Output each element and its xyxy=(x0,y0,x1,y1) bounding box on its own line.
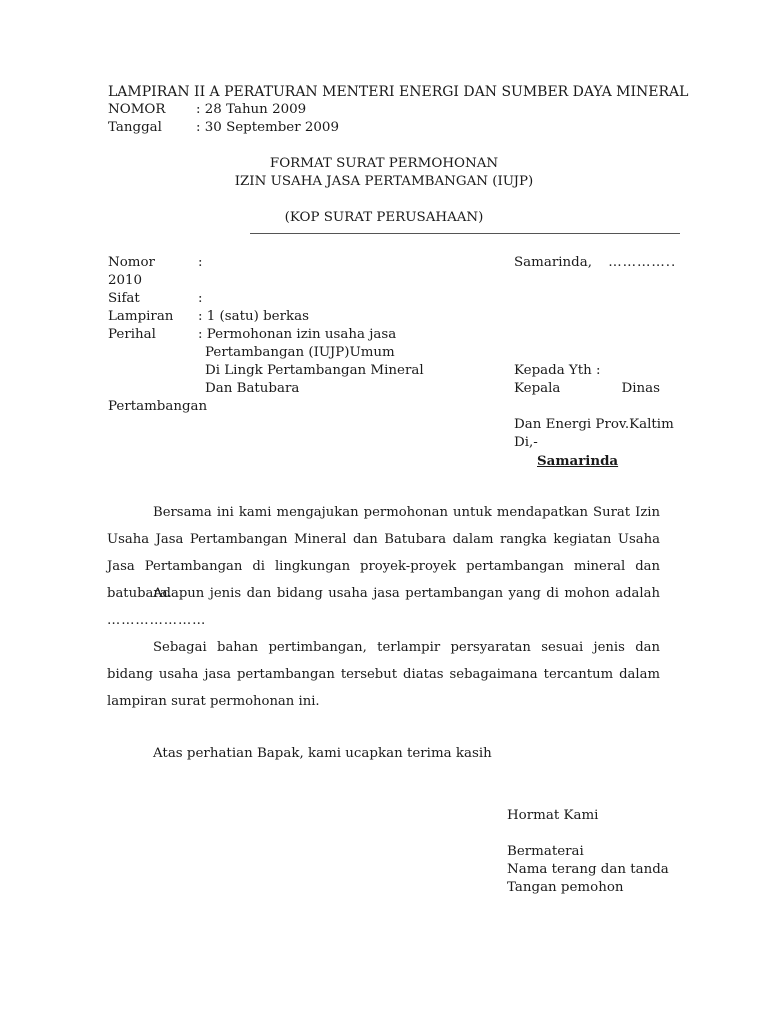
meta-lampiran-label: Lampiran xyxy=(108,309,174,324)
signature-applicant-note: Tangan pemohon xyxy=(507,880,624,895)
dinas-word: Dinas xyxy=(621,381,660,396)
nomor-value: : 28 Tahun 2009 xyxy=(196,102,307,117)
format-heading-line2: IZIN USAHA JASA PERTAMBANGAN (IUJP) xyxy=(234,174,534,189)
nomor-label: NOMOR xyxy=(108,102,166,117)
meta-perihal-line4: Dan Batubara xyxy=(205,381,300,396)
regulation-number-row xyxy=(108,101,306,119)
format-heading-line1: FORMAT SURAT PERMOHONAN xyxy=(269,156,499,171)
signature-stamp-note: Bermaterai xyxy=(507,844,584,859)
body-paragraph-2 xyxy=(107,580,660,634)
meta-sifat-colon: : xyxy=(198,291,203,306)
recipient-di: Di,- xyxy=(514,435,538,450)
meta-perihal-label: Perihal xyxy=(108,327,156,342)
regulation-date-row xyxy=(108,119,339,137)
kepada-yth: Kepada Yth : xyxy=(514,363,601,378)
signature-name-note: Nama terang dan tanda xyxy=(507,862,669,877)
body-paragraph-3 xyxy=(107,634,660,715)
tanggal-label: Tanggal xyxy=(108,120,162,135)
meta-lampiran-value: : 1 (satu) berkas xyxy=(198,309,309,324)
recipient-office: Dan Energi Prov.Kaltim xyxy=(514,417,674,432)
kepala-dinas-line xyxy=(514,380,660,398)
meta-perihal-line2: Pertambangan (IUJP)Umum xyxy=(205,345,395,360)
service-type-dots: ………………… xyxy=(107,613,207,628)
meta-perihal-line3: Di Lingk Pertambangan Mineral xyxy=(205,363,424,378)
meta-nomor-label: Nomor xyxy=(108,255,155,270)
body-paragraph-3-text: Sebagai bahan pertimbangan, terlampir persyaratan sesuai jenis dan bidang usaha jasa pertambangan tersebut diatas sebagaimana tercantum dalam lampiran surat permohonan ini. xyxy=(107,640,660,709)
letterhead-placeholder: (KOP SURAT PERUSAHAAN) xyxy=(284,210,484,225)
meta-nomor-year: 2010 xyxy=(108,273,143,288)
body-paragraph-1-text: Bersama ini kami mengajukan permohonan untuk mendapatkan Surat Izin Usaha Jasa Pertambangan Mineral dan Batubara dalam rangka kegiatan Usaha Jasa Pertambangan di lingkungan proyek-proyek pertambangan mineral dan batubara. xyxy=(107,505,660,601)
recipient-city: Samarinda xyxy=(537,453,619,469)
body-paragraph-4: Atas perhatian Bapak, kami ucapkan terima kasih xyxy=(153,746,492,761)
place-label: Samarinda, xyxy=(514,255,592,270)
header-divider xyxy=(250,233,680,234)
kepala-word: Kepala xyxy=(514,381,561,396)
date-dots: ………….. xyxy=(608,255,677,270)
body-paragraph-2-text: Adapun jenis dan bidang usaha jasa pertambangan yang di mohon adalah xyxy=(153,586,660,601)
place-date xyxy=(514,254,676,272)
meta-perihal-wrap: Pertambangan xyxy=(108,399,208,414)
meta-nomor-colon: : xyxy=(198,255,203,270)
meta-perihal-line1: : Permohonan izin usaha jasa xyxy=(198,327,397,342)
tanggal-value: : 30 September 2009 xyxy=(196,120,339,135)
closing-salutation: Hormat Kami xyxy=(507,808,599,823)
regulation-title: LAMPIRAN II A PERATURAN MENTERI ENERGI DAN SUMBER DAYA MINERAL xyxy=(108,84,689,100)
meta-sifat-label: Sifat xyxy=(108,291,140,306)
